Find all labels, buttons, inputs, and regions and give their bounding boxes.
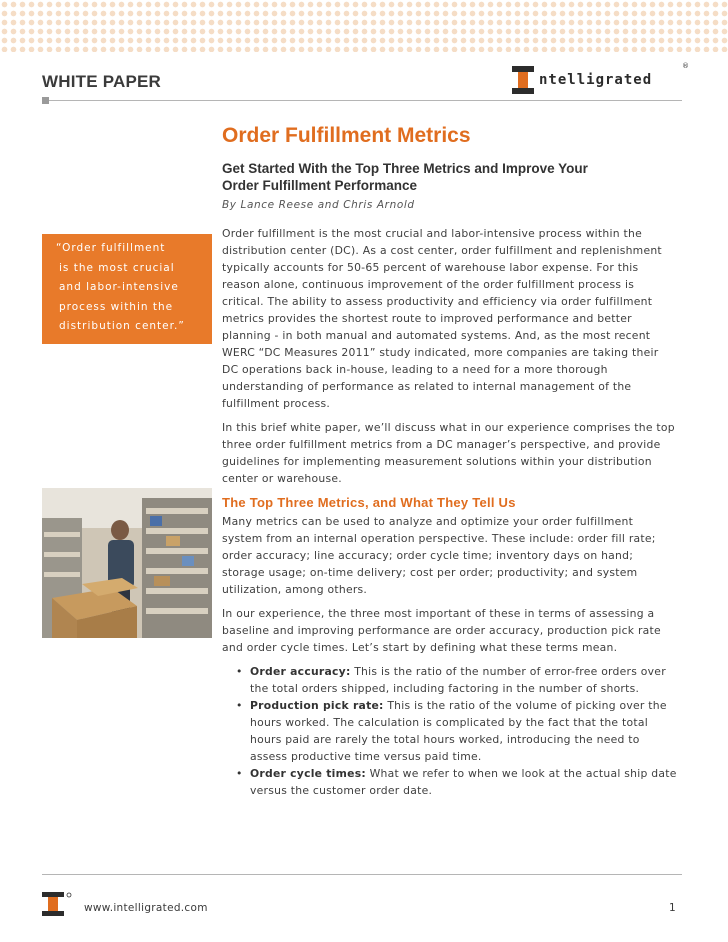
list-item bbox=[236, 697, 677, 765]
intelligrated-footer-logo-icon bbox=[42, 892, 72, 916]
warehouse-photo bbox=[42, 488, 212, 638]
header-dot-pattern bbox=[0, 0, 728, 52]
bullet-text: This is the ratio of the volume of picking over the hours worked. The calculation is complicated by the fact that the total hours paid are rarely the total hours worked, introducing the need to assess productive time versus paid time. bbox=[250, 699, 667, 763]
article-byline: By Lance Reese and Chris Arnold bbox=[222, 199, 415, 211]
subtitle-line-1: Get Started With the Top Three Metrics and Improve Your bbox=[222, 161, 588, 176]
footer-rule bbox=[42, 874, 682, 875]
pull-quote-line: “Order fulfillment bbox=[56, 242, 166, 254]
warehouse-photo-illustration bbox=[42, 488, 212, 638]
article-subtitle bbox=[222, 160, 677, 194]
intelligrated-logo-mark-icon bbox=[512, 66, 534, 94]
bullet-text: What we refer to when we look at the actual ship date versus the customer order date. bbox=[250, 767, 677, 797]
section-heading-top-three: The Top Three Metrics, and What They Tell Us bbox=[222, 495, 516, 510]
document-type-label: WHITE PAPER bbox=[42, 72, 162, 91]
logo-wordmark: ntelligrated bbox=[539, 72, 653, 88]
article-title: Order Fulfillment Metrics bbox=[222, 124, 471, 147]
paragraph-metrics: Many metrics can be used to analyze and optimize your order fulfillment system from an internal operation perspective. These include: order fill rate; order accuracy; line accuracy; order cycle time; inventory days on hand; storage usage; on-time delivery; cost per order; productivity; and system utilization, among others. bbox=[222, 515, 656, 596]
subtitle-line-2: Order Fulfillment Performance bbox=[222, 178, 418, 193]
article-body bbox=[222, 225, 677, 799]
pull-quote bbox=[42, 234, 212, 344]
paragraph-intro: Order fulfillment is the most crucial and labor-intensive process within the distribution center (DC). As a cost center, order fulfillment and replenishment typically accounts for 50-65 percent of warehouse labor expense. For this reason alone, continuous improvement of the order fulfillment process is critical. The ability to assess productivity and efficiency via order fulfillment metrics provides the shortest route to improved performance and better planning - in both manual and automated systems. And, as the most recent WERC “DC Measures 2011” study indicated, more companies are taking their DC operations back in-house, leading to a need for a more thorough understanding of performance as related to internal management of the fulfillment process. bbox=[222, 227, 662, 410]
bullet-term: Order accuracy: bbox=[250, 665, 351, 678]
bullet-term: Order cycle times: bbox=[250, 767, 366, 780]
header-rule bbox=[42, 100, 682, 101]
pull-quote-line: is the most crucial bbox=[59, 261, 175, 274]
paragraph-overview: In this brief white paper, we’ll discuss what in our experience comprises the top three order fulfillment metrics from a DC manager’s perspective, and provide guidelines for implementing measurement solutions within your distribution center or warehouse. bbox=[222, 421, 675, 485]
list-item bbox=[236, 765, 677, 799]
pull-quote-line: distribution center.” bbox=[59, 320, 185, 332]
list-item bbox=[236, 663, 677, 697]
logo-registered-mark: ® bbox=[682, 62, 689, 70]
bullet-term: Production pick rate: bbox=[250, 699, 384, 712]
pull-quote-line: process within the bbox=[59, 300, 174, 313]
bullet-text: This is the ratio of the number of error-free orders over the total orders shipped, including factoring in the number of shorts. bbox=[250, 665, 666, 695]
intelligrated-logo bbox=[512, 62, 690, 94]
paragraph-most-important: In our experience, the three most important of these in terms of assessing a baseline and improving performance are order accuracy, production pick rate and order cycle times. Let’s start by defining what these terms mean. bbox=[222, 607, 661, 654]
metrics-list bbox=[222, 663, 677, 799]
header-rule-marker bbox=[42, 97, 49, 104]
page-number: 1 bbox=[669, 902, 676, 914]
pull-quote-line: and labor-intensive bbox=[59, 281, 179, 293]
footer-website-link[interactable]: www.intelligrated.com bbox=[84, 902, 208, 914]
